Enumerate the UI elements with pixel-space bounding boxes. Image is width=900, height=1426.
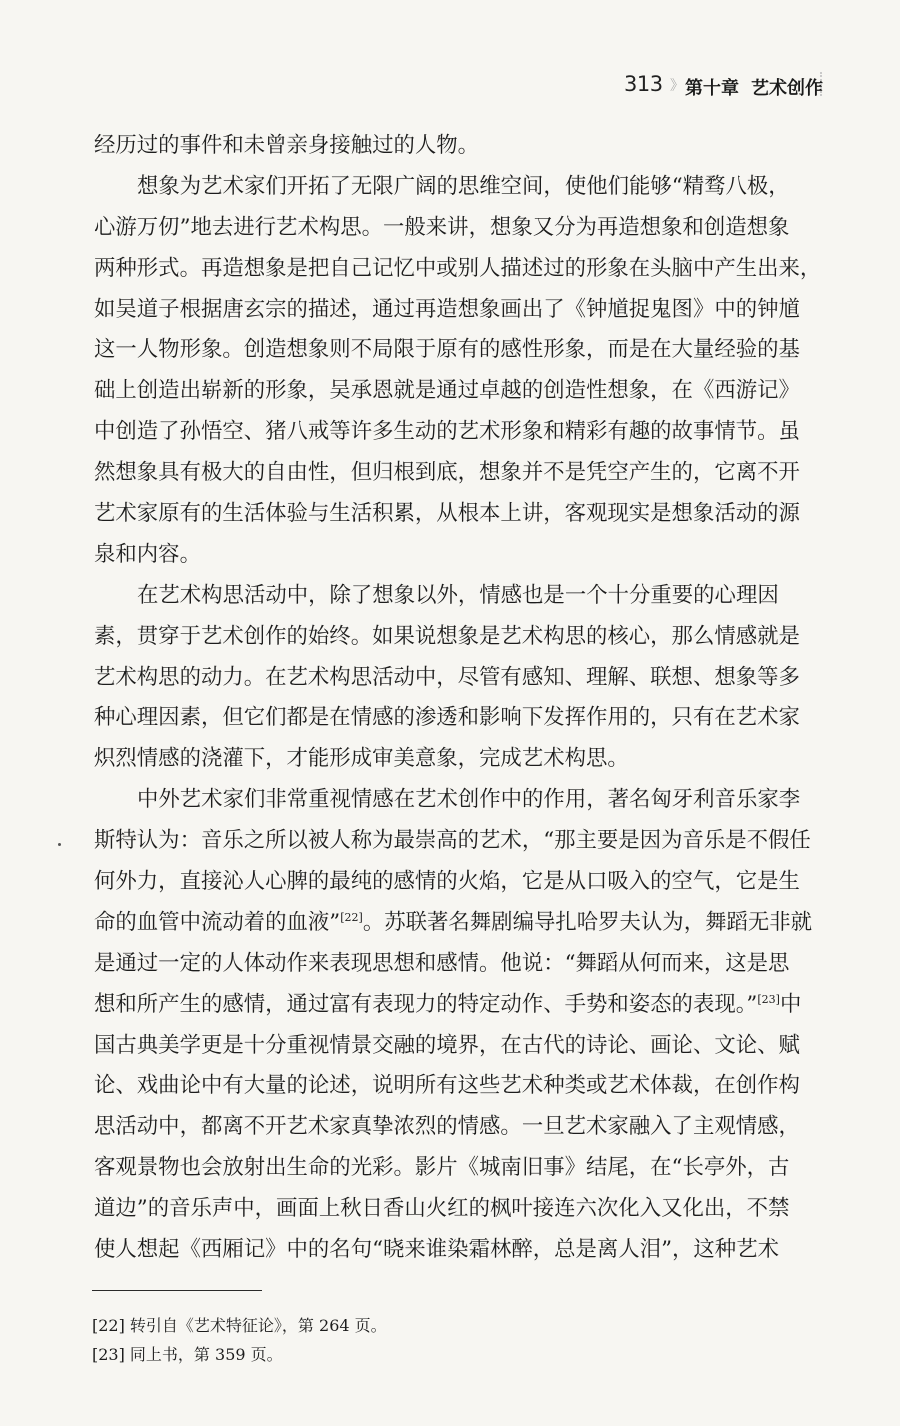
text-line: 这一人物形象。创造想象则不局限于原有的感性形象，而是在大量经验的基: [94, 337, 800, 363]
text-line: 在艺术构思活动中，除了想象以外，情感也是一个十分重要的心理因: [137, 582, 779, 608]
text-line: 础上创造出崭新的形象，吴承恩就是通过卓越的创造性想象，在《西游记》: [94, 378, 800, 404]
text-segment: 想和所产生的感情，通过富有表现力的特定动作、手势和姿态的表现。”: [94, 991, 758, 1017]
page-edge-mark: [820, 72, 830, 96]
text-line: 艺术构思的动力。在艺术构思活动中，尽管有感知、理解、联想、想象等多: [94, 664, 800, 690]
text-line: 中外艺术家们非常重视情感在艺术创作中的作用，著名匈牙利音乐家李: [137, 787, 801, 813]
text-segment: 中: [779, 991, 802, 1017]
header-separator-icon: 》: [670, 78, 684, 94]
footnote-ref-22[interactable]: [22]: [340, 910, 363, 924]
footnote-divider: [92, 1290, 262, 1291]
text-segment: 。苏联著名舞剧编导扎哈罗夫认为，舞蹈无非就: [362, 909, 813, 935]
page-number: 313: [624, 72, 663, 96]
chapter-title: 艺术创作: [751, 78, 823, 99]
text-line-with-ref: [94, 903, 824, 944]
text-line: 素，贯穿于艺术创作的始终。如果说想象是艺术构思的核心，那么情感就是: [94, 623, 800, 649]
text-line-with-ref: [94, 985, 824, 1026]
footnote-22: [22] 转引自《艺术特征论》，第 264 页。: [92, 1316, 387, 1335]
text-line: 艺术家原有的生活体验与生活积累，从根本上讲，客观现实是想象活动的源: [94, 501, 800, 527]
text-line: 想象为艺术家们开拓了无限广阔的思维空间，使他们能够“精骛八极，: [137, 173, 790, 199]
text-line: 使人想起《西厢记》中的名句“晓来谁染霜林醉，总是离人泪”，这种艺术: [94, 1237, 779, 1263]
text-segment: 命的血管中流动着的血液”: [94, 909, 341, 935]
text-line: 客观景物也会放射出生命的光彩。影片《城南旧事》结尾，在“长亭外，古: [94, 1155, 790, 1181]
paragraph-2: [94, 167, 824, 576]
text-line: 何外力，直接沁人心脾的最纯的感情的火焰，它是从口吸入的空气，它是生: [94, 869, 800, 895]
running-header: [0, 70, 900, 100]
text-line: 然想象具有极大的自由性，但归根到底，想象并不是凭空产生的，它离不开: [94, 460, 800, 486]
chapter-label: 第十章: [685, 78, 739, 99]
footnote-ref-23[interactable]: [23]: [757, 992, 780, 1006]
paragraph-4: [94, 780, 824, 1271]
footnotes: [92, 1311, 792, 1369]
paragraph-3: [94, 576, 824, 780]
text-line: 思活动中，都离不开艺术家真挚浓烈的情感。一旦艺术家融入了主观情感，: [94, 1114, 800, 1140]
text-line: 泉和内容。: [94, 541, 201, 567]
margin-speck: [58, 843, 61, 846]
chapter-heading: [685, 74, 823, 100]
text-line: 炽烈情感的浇灌下，才能形成审美意象，完成艺术构思。: [94, 746, 629, 772]
footnote-23: [23] 同上书，第 359 页。: [92, 1345, 283, 1364]
text-line: 中创造了孙悟空、猪八戒等许多生动的艺术形象和精彩有趣的故事情节。虽: [94, 419, 800, 445]
paragraph-1: [94, 126, 824, 167]
text-line: 论、戏曲论中有大量的论述，说明所有这些艺术种类或艺术体裁，在创作构: [94, 1073, 800, 1099]
text-line: 是通过一定的人体动作来表现思想和感情。他说：“舞蹈从何而来，这是思: [94, 950, 790, 976]
text-line: 经历过的事件和未曾亲身接触过的人物。: [94, 133, 480, 158]
text-line: 如吴道子根据唐玄宗的描述，通过再造想象画出了《钟馗捉鬼图》中的钟馗: [94, 296, 800, 322]
text-line: 心游万仞”地去进行艺术构思。一般来讲，想象又分为再造想象和创造想象: [94, 214, 790, 240]
text-line: 国古典美学更是十分重视情景交融的境界，在古代的诗论、画论、文论、赋: [94, 1032, 800, 1058]
text-line: 斯特认为：音乐之所以被人称为最崇高的艺术，“那主要是因为音乐是不假任: [94, 828, 811, 854]
body-text: [94, 126, 824, 1271]
text-line: 种心理因素，但它们都是在情感的渗透和影响下发挥作用的，只有在艺术家: [94, 705, 800, 731]
text-line: 两种形式。再造想象是把自己记忆中或别人描述过的形象在头脑中产生出来，: [94, 255, 822, 281]
text-line: 道边”的音乐声中，画面上秋日香山火红的枫叶接连六次化入又化出，不禁: [94, 1196, 790, 1222]
